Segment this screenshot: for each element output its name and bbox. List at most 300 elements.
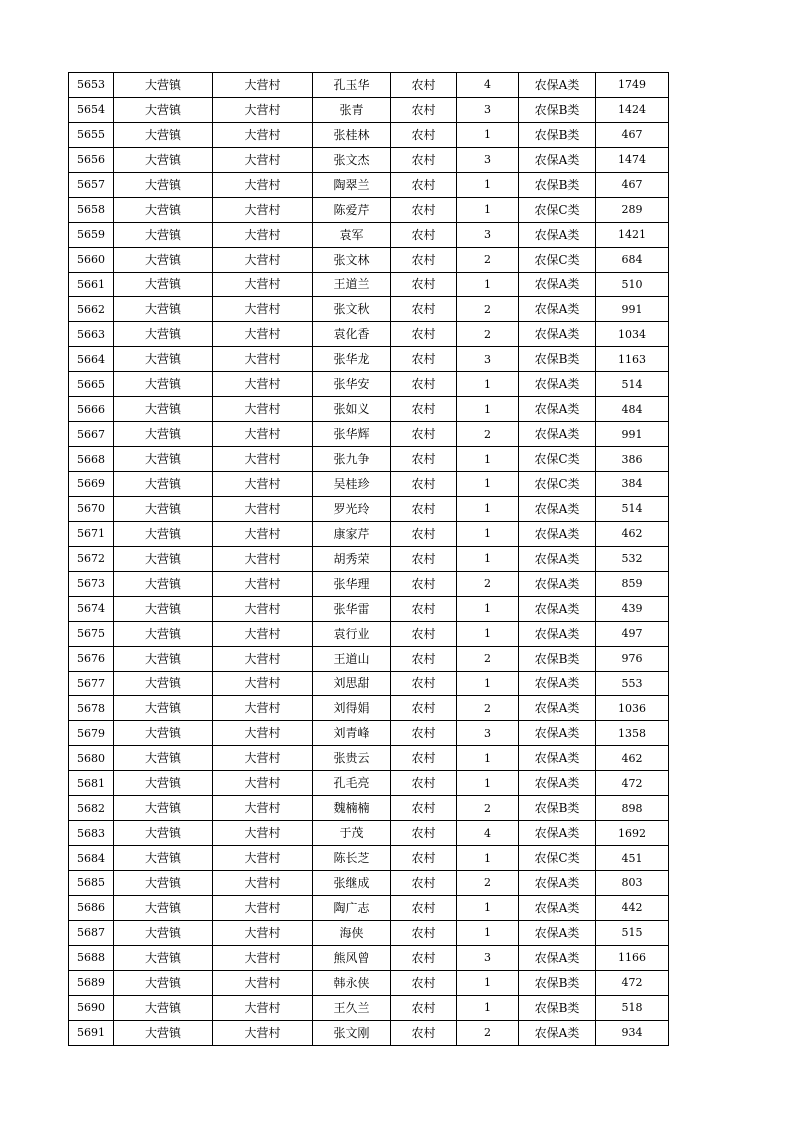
town-cell: 大营镇 bbox=[114, 696, 213, 721]
village-cell: 大营村 bbox=[213, 297, 313, 322]
table-row bbox=[69, 646, 669, 671]
name-cell: 孔毛亮 bbox=[313, 771, 391, 796]
village-cell: 大营村 bbox=[213, 546, 313, 571]
amount-cell: 1034 bbox=[596, 322, 669, 347]
table-row bbox=[69, 147, 669, 172]
people-count-cell: 3 bbox=[457, 945, 519, 970]
amount-cell: 991 bbox=[596, 422, 669, 447]
serial-number-cell: 5675 bbox=[69, 621, 114, 646]
table-row bbox=[69, 222, 669, 247]
table-row bbox=[69, 1020, 669, 1045]
village-cell: 大营村 bbox=[213, 496, 313, 521]
town-cell: 大营镇 bbox=[114, 73, 213, 98]
serial-number-cell: 5690 bbox=[69, 995, 114, 1020]
people-count-cell: 2 bbox=[457, 247, 519, 272]
people-count-cell: 2 bbox=[457, 796, 519, 821]
village-cell: 大营村 bbox=[213, 347, 313, 372]
village-cell: 大营村 bbox=[213, 322, 313, 347]
village-cell: 大营村 bbox=[213, 197, 313, 222]
town-cell: 大营镇 bbox=[114, 871, 213, 896]
name-cell: 孔玉华 bbox=[313, 73, 391, 98]
town-cell: 大营镇 bbox=[114, 297, 213, 322]
village-cell: 大营村 bbox=[213, 1020, 313, 1045]
serial-number-cell: 5670 bbox=[69, 496, 114, 521]
serial-number-cell: 5682 bbox=[69, 796, 114, 821]
amount-cell: 553 bbox=[596, 671, 669, 696]
town-cell: 大营镇 bbox=[114, 621, 213, 646]
data-table bbox=[68, 72, 669, 1046]
town-cell: 大营镇 bbox=[114, 197, 213, 222]
amount-cell: 289 bbox=[596, 197, 669, 222]
village-cell: 大营村 bbox=[213, 646, 313, 671]
amount-cell: 991 bbox=[596, 297, 669, 322]
town-cell: 大营镇 bbox=[114, 172, 213, 197]
table-row bbox=[69, 796, 669, 821]
town-cell: 大营镇 bbox=[114, 496, 213, 521]
town-cell: 大营镇 bbox=[114, 895, 213, 920]
table-row bbox=[69, 197, 669, 222]
amount-cell: 1474 bbox=[596, 147, 669, 172]
household-type-cell: 农村 bbox=[391, 571, 457, 596]
village-cell: 大营村 bbox=[213, 671, 313, 696]
serial-number-cell: 5654 bbox=[69, 97, 114, 122]
amount-cell: 514 bbox=[596, 496, 669, 521]
amount-cell: 462 bbox=[596, 746, 669, 771]
name-cell: 刘得娟 bbox=[313, 696, 391, 721]
people-count-cell: 2 bbox=[457, 696, 519, 721]
serial-number-cell: 5691 bbox=[69, 1020, 114, 1045]
village-cell: 大营村 bbox=[213, 222, 313, 247]
name-cell: 魏楠楠 bbox=[313, 796, 391, 821]
household-type-cell: 农村 bbox=[391, 73, 457, 98]
household-type-cell: 农村 bbox=[391, 920, 457, 945]
village-cell: 大营村 bbox=[213, 372, 313, 397]
name-cell: 袁行业 bbox=[313, 621, 391, 646]
serial-number-cell: 5685 bbox=[69, 871, 114, 896]
household-type-cell: 农村 bbox=[391, 521, 457, 546]
table-row bbox=[69, 671, 669, 696]
name-cell: 刘青峰 bbox=[313, 721, 391, 746]
town-cell: 大营镇 bbox=[114, 1020, 213, 1045]
town-cell: 大营镇 bbox=[114, 571, 213, 596]
amount-cell: 1163 bbox=[596, 347, 669, 372]
household-type-cell: 农村 bbox=[391, 97, 457, 122]
household-type-cell: 农村 bbox=[391, 222, 457, 247]
town-cell: 大营镇 bbox=[114, 397, 213, 422]
people-count-cell: 1 bbox=[457, 546, 519, 571]
table-row bbox=[69, 472, 669, 497]
table-row bbox=[69, 821, 669, 846]
name-cell: 张如义 bbox=[313, 397, 391, 422]
name-cell: 王道兰 bbox=[313, 272, 391, 297]
name-cell: 海侠 bbox=[313, 920, 391, 945]
household-type-cell: 农村 bbox=[391, 796, 457, 821]
village-cell: 大营村 bbox=[213, 895, 313, 920]
town-cell: 大营镇 bbox=[114, 821, 213, 846]
name-cell: 王道山 bbox=[313, 646, 391, 671]
people-count-cell: 1 bbox=[457, 895, 519, 920]
insurance-category-cell: 农保A类 bbox=[519, 596, 596, 621]
amount-cell: 1692 bbox=[596, 821, 669, 846]
amount-cell: 1358 bbox=[596, 721, 669, 746]
people-count-cell: 3 bbox=[457, 347, 519, 372]
serial-number-cell: 5676 bbox=[69, 646, 114, 671]
serial-number-cell: 5672 bbox=[69, 546, 114, 571]
name-cell: 韩永侠 bbox=[313, 970, 391, 995]
town-cell: 大营镇 bbox=[114, 347, 213, 372]
insurance-category-cell: 农保A类 bbox=[519, 895, 596, 920]
serial-number-cell: 5674 bbox=[69, 596, 114, 621]
insurance-category-cell: 农保B类 bbox=[519, 347, 596, 372]
table-row bbox=[69, 696, 669, 721]
name-cell: 陈长芝 bbox=[313, 846, 391, 871]
insurance-category-cell: 农保A类 bbox=[519, 671, 596, 696]
amount-cell: 518 bbox=[596, 995, 669, 1020]
insurance-category-cell: 农保A类 bbox=[519, 372, 596, 397]
name-cell: 刘思甜 bbox=[313, 671, 391, 696]
serial-number-cell: 5660 bbox=[69, 247, 114, 272]
name-cell: 陶翠兰 bbox=[313, 172, 391, 197]
table-row bbox=[69, 97, 669, 122]
people-count-cell: 1 bbox=[457, 621, 519, 646]
amount-cell: 384 bbox=[596, 472, 669, 497]
people-count-cell: 2 bbox=[457, 422, 519, 447]
people-count-cell: 1 bbox=[457, 671, 519, 696]
town-cell: 大营镇 bbox=[114, 596, 213, 621]
household-type-cell: 农村 bbox=[391, 172, 457, 197]
insurance-category-cell: 农保A类 bbox=[519, 721, 596, 746]
household-type-cell: 农村 bbox=[391, 347, 457, 372]
household-type-cell: 农村 bbox=[391, 122, 457, 147]
serial-number-cell: 5678 bbox=[69, 696, 114, 721]
insurance-category-cell: 农保A类 bbox=[519, 521, 596, 546]
serial-number-cell: 5689 bbox=[69, 970, 114, 995]
serial-number-cell: 5680 bbox=[69, 746, 114, 771]
name-cell: 张华龙 bbox=[313, 347, 391, 372]
amount-cell: 451 bbox=[596, 846, 669, 871]
insurance-category-cell: 农保A类 bbox=[519, 297, 596, 322]
table-row bbox=[69, 297, 669, 322]
insurance-category-cell: 农保A类 bbox=[519, 222, 596, 247]
town-cell: 大营镇 bbox=[114, 970, 213, 995]
serial-number-cell: 5659 bbox=[69, 222, 114, 247]
amount-cell: 439 bbox=[596, 596, 669, 621]
people-count-cell: 1 bbox=[457, 272, 519, 297]
name-cell: 吴桂珍 bbox=[313, 472, 391, 497]
table-row bbox=[69, 122, 669, 147]
table-row bbox=[69, 871, 669, 896]
serial-number-cell: 5679 bbox=[69, 721, 114, 746]
household-type-cell: 农村 bbox=[391, 546, 457, 571]
amount-cell: 472 bbox=[596, 771, 669, 796]
table-row bbox=[69, 596, 669, 621]
name-cell: 张华雷 bbox=[313, 596, 391, 621]
serial-number-cell: 5655 bbox=[69, 122, 114, 147]
household-type-cell: 农村 bbox=[391, 447, 457, 472]
amount-cell: 1036 bbox=[596, 696, 669, 721]
amount-cell: 1421 bbox=[596, 222, 669, 247]
people-count-cell: 2 bbox=[457, 297, 519, 322]
insurance-category-cell: 农保A类 bbox=[519, 397, 596, 422]
serial-number-cell: 5681 bbox=[69, 771, 114, 796]
serial-number-cell: 5661 bbox=[69, 272, 114, 297]
household-type-cell: 农村 bbox=[391, 1020, 457, 1045]
insurance-category-cell: 农保A类 bbox=[519, 571, 596, 596]
amount-cell: 532 bbox=[596, 546, 669, 571]
people-count-cell: 1 bbox=[457, 995, 519, 1020]
amount-cell: 515 bbox=[596, 920, 669, 945]
insurance-category-cell: 农保B类 bbox=[519, 122, 596, 147]
people-count-cell: 1 bbox=[457, 122, 519, 147]
village-cell: 大营村 bbox=[213, 521, 313, 546]
household-type-cell: 农村 bbox=[391, 197, 457, 222]
people-count-cell: 1 bbox=[457, 771, 519, 796]
household-type-cell: 农村 bbox=[391, 297, 457, 322]
name-cell: 张华辉 bbox=[313, 422, 391, 447]
amount-cell: 684 bbox=[596, 247, 669, 272]
people-count-cell: 1 bbox=[457, 372, 519, 397]
household-type-cell: 农村 bbox=[391, 422, 457, 447]
village-cell: 大营村 bbox=[213, 73, 313, 98]
household-type-cell: 农村 bbox=[391, 746, 457, 771]
village-cell: 大营村 bbox=[213, 871, 313, 896]
town-cell: 大营镇 bbox=[114, 846, 213, 871]
table-row bbox=[69, 746, 669, 771]
household-type-cell: 农村 bbox=[391, 646, 457, 671]
insurance-category-cell: 农保B类 bbox=[519, 970, 596, 995]
insurance-category-cell: 农保C类 bbox=[519, 472, 596, 497]
serial-number-cell: 5671 bbox=[69, 521, 114, 546]
household-type-cell: 农村 bbox=[391, 671, 457, 696]
amount-cell: 976 bbox=[596, 646, 669, 671]
insurance-category-cell: 农保A类 bbox=[519, 920, 596, 945]
name-cell: 罗光玲 bbox=[313, 496, 391, 521]
town-cell: 大营镇 bbox=[114, 97, 213, 122]
village-cell: 大营村 bbox=[213, 447, 313, 472]
insurance-category-cell: 农保B类 bbox=[519, 646, 596, 671]
amount-cell: 859 bbox=[596, 571, 669, 596]
amount-cell: 467 bbox=[596, 122, 669, 147]
household-type-cell: 农村 bbox=[391, 596, 457, 621]
table-row bbox=[69, 571, 669, 596]
insurance-category-cell: 农保A类 bbox=[519, 546, 596, 571]
town-cell: 大营镇 bbox=[114, 646, 213, 671]
people-count-cell: 2 bbox=[457, 322, 519, 347]
town-cell: 大营镇 bbox=[114, 222, 213, 247]
table-row bbox=[69, 945, 669, 970]
name-cell: 张文秋 bbox=[313, 297, 391, 322]
amount-cell: 442 bbox=[596, 895, 669, 920]
town-cell: 大营镇 bbox=[114, 422, 213, 447]
table-row bbox=[69, 846, 669, 871]
insurance-category-cell: 农保C类 bbox=[519, 447, 596, 472]
name-cell: 张九争 bbox=[313, 447, 391, 472]
serial-number-cell: 5677 bbox=[69, 671, 114, 696]
amount-cell: 386 bbox=[596, 447, 669, 472]
people-count-cell: 1 bbox=[457, 846, 519, 871]
household-type-cell: 农村 bbox=[391, 247, 457, 272]
town-cell: 大营镇 bbox=[114, 945, 213, 970]
town-cell: 大营镇 bbox=[114, 472, 213, 497]
town-cell: 大营镇 bbox=[114, 147, 213, 172]
insurance-category-cell: 农保A类 bbox=[519, 945, 596, 970]
name-cell: 陈爱芹 bbox=[313, 197, 391, 222]
insurance-category-cell: 农保A类 bbox=[519, 746, 596, 771]
household-type-cell: 农村 bbox=[391, 621, 457, 646]
household-type-cell: 农村 bbox=[391, 821, 457, 846]
insurance-category-cell: 农保A类 bbox=[519, 496, 596, 521]
serial-number-cell: 5656 bbox=[69, 147, 114, 172]
insurance-category-cell: 农保A类 bbox=[519, 73, 596, 98]
table-row bbox=[69, 372, 669, 397]
town-cell: 大营镇 bbox=[114, 372, 213, 397]
household-type-cell: 农村 bbox=[391, 871, 457, 896]
insurance-category-cell: 农保C类 bbox=[519, 247, 596, 272]
village-cell: 大营村 bbox=[213, 247, 313, 272]
household-type-cell: 农村 bbox=[391, 372, 457, 397]
table-row bbox=[69, 73, 669, 98]
serial-number-cell: 5686 bbox=[69, 895, 114, 920]
table-row bbox=[69, 970, 669, 995]
town-cell: 大营镇 bbox=[114, 995, 213, 1020]
people-count-cell: 1 bbox=[457, 970, 519, 995]
name-cell: 袁化香 bbox=[313, 322, 391, 347]
insurance-category-cell: 农保A类 bbox=[519, 322, 596, 347]
village-cell: 大营村 bbox=[213, 821, 313, 846]
village-cell: 大营村 bbox=[213, 920, 313, 945]
serial-number-cell: 5667 bbox=[69, 422, 114, 447]
household-type-cell: 农村 bbox=[391, 147, 457, 172]
village-cell: 大营村 bbox=[213, 172, 313, 197]
household-type-cell: 农村 bbox=[391, 945, 457, 970]
amount-cell: 467 bbox=[596, 172, 669, 197]
people-count-cell: 2 bbox=[457, 871, 519, 896]
serial-number-cell: 5653 bbox=[69, 73, 114, 98]
insurance-category-cell: 农保A类 bbox=[519, 871, 596, 896]
serial-number-cell: 5668 bbox=[69, 447, 114, 472]
table-row bbox=[69, 447, 669, 472]
household-type-cell: 农村 bbox=[391, 995, 457, 1020]
town-cell: 大营镇 bbox=[114, 322, 213, 347]
serial-number-cell: 5684 bbox=[69, 846, 114, 871]
serial-number-cell: 5673 bbox=[69, 571, 114, 596]
people-count-cell: 3 bbox=[457, 222, 519, 247]
household-type-cell: 农村 bbox=[391, 272, 457, 297]
people-count-cell: 1 bbox=[457, 197, 519, 222]
name-cell: 张华理 bbox=[313, 571, 391, 596]
table-row bbox=[69, 771, 669, 796]
amount-cell: 934 bbox=[596, 1020, 669, 1045]
village-cell: 大营村 bbox=[213, 621, 313, 646]
village-cell: 大营村 bbox=[213, 995, 313, 1020]
town-cell: 大营镇 bbox=[114, 546, 213, 571]
table-row bbox=[69, 172, 669, 197]
amount-cell: 803 bbox=[596, 871, 669, 896]
insurance-category-cell: 农保A类 bbox=[519, 771, 596, 796]
table-row bbox=[69, 496, 669, 521]
insurance-category-cell: 农保B类 bbox=[519, 796, 596, 821]
name-cell: 张文林 bbox=[313, 247, 391, 272]
name-cell: 康家芹 bbox=[313, 521, 391, 546]
people-count-cell: 3 bbox=[457, 147, 519, 172]
amount-cell: 1749 bbox=[596, 73, 669, 98]
people-count-cell: 1 bbox=[457, 472, 519, 497]
town-cell: 大营镇 bbox=[114, 671, 213, 696]
household-type-cell: 农村 bbox=[391, 496, 457, 521]
name-cell: 于茂 bbox=[313, 821, 391, 846]
village-cell: 大营村 bbox=[213, 272, 313, 297]
table-row bbox=[69, 272, 669, 297]
people-count-cell: 1 bbox=[457, 496, 519, 521]
household-type-cell: 农村 bbox=[391, 721, 457, 746]
household-type-cell: 农村 bbox=[391, 472, 457, 497]
amount-cell: 514 bbox=[596, 372, 669, 397]
amount-cell: 472 bbox=[596, 970, 669, 995]
household-type-cell: 农村 bbox=[391, 771, 457, 796]
town-cell: 大营镇 bbox=[114, 746, 213, 771]
people-count-cell: 1 bbox=[457, 596, 519, 621]
insurance-category-cell: 农保A类 bbox=[519, 147, 596, 172]
insurance-category-cell: 农保B类 bbox=[519, 995, 596, 1020]
people-count-cell: 1 bbox=[457, 447, 519, 472]
household-type-cell: 农村 bbox=[391, 846, 457, 871]
amount-cell: 462 bbox=[596, 521, 669, 546]
table-row bbox=[69, 920, 669, 945]
table-row bbox=[69, 397, 669, 422]
table-row bbox=[69, 721, 669, 746]
people-count-cell: 1 bbox=[457, 920, 519, 945]
serial-number-cell: 5687 bbox=[69, 920, 114, 945]
village-cell: 大营村 bbox=[213, 397, 313, 422]
village-cell: 大营村 bbox=[213, 472, 313, 497]
table-body bbox=[69, 73, 669, 1046]
town-cell: 大营镇 bbox=[114, 721, 213, 746]
town-cell: 大营镇 bbox=[114, 521, 213, 546]
serial-number-cell: 5657 bbox=[69, 172, 114, 197]
amount-cell: 898 bbox=[596, 796, 669, 821]
amount-cell: 484 bbox=[596, 397, 669, 422]
village-cell: 大营村 bbox=[213, 696, 313, 721]
name-cell: 张桂林 bbox=[313, 122, 391, 147]
village-cell: 大营村 bbox=[213, 796, 313, 821]
name-cell: 张文刚 bbox=[313, 1020, 391, 1045]
table-row bbox=[69, 247, 669, 272]
village-cell: 大营村 bbox=[213, 846, 313, 871]
table-row bbox=[69, 521, 669, 546]
table-row bbox=[69, 895, 669, 920]
insurance-category-cell: 农保C类 bbox=[519, 197, 596, 222]
town-cell: 大营镇 bbox=[114, 122, 213, 147]
name-cell: 袁军 bbox=[313, 222, 391, 247]
people-count-cell: 4 bbox=[457, 821, 519, 846]
town-cell: 大营镇 bbox=[114, 771, 213, 796]
insurance-category-cell: 农保A类 bbox=[519, 696, 596, 721]
serial-number-cell: 5663 bbox=[69, 322, 114, 347]
village-cell: 大营村 bbox=[213, 596, 313, 621]
serial-number-cell: 5683 bbox=[69, 821, 114, 846]
insurance-category-cell: 农保A类 bbox=[519, 1020, 596, 1045]
name-cell: 陶广志 bbox=[313, 895, 391, 920]
people-count-cell: 2 bbox=[457, 1020, 519, 1045]
insurance-category-cell: 农保A类 bbox=[519, 821, 596, 846]
table-row bbox=[69, 621, 669, 646]
village-cell: 大营村 bbox=[213, 422, 313, 447]
people-count-cell: 3 bbox=[457, 97, 519, 122]
household-type-cell: 农村 bbox=[391, 970, 457, 995]
amount-cell: 1424 bbox=[596, 97, 669, 122]
insurance-category-cell: 农保B类 bbox=[519, 172, 596, 197]
people-count-cell: 2 bbox=[457, 646, 519, 671]
